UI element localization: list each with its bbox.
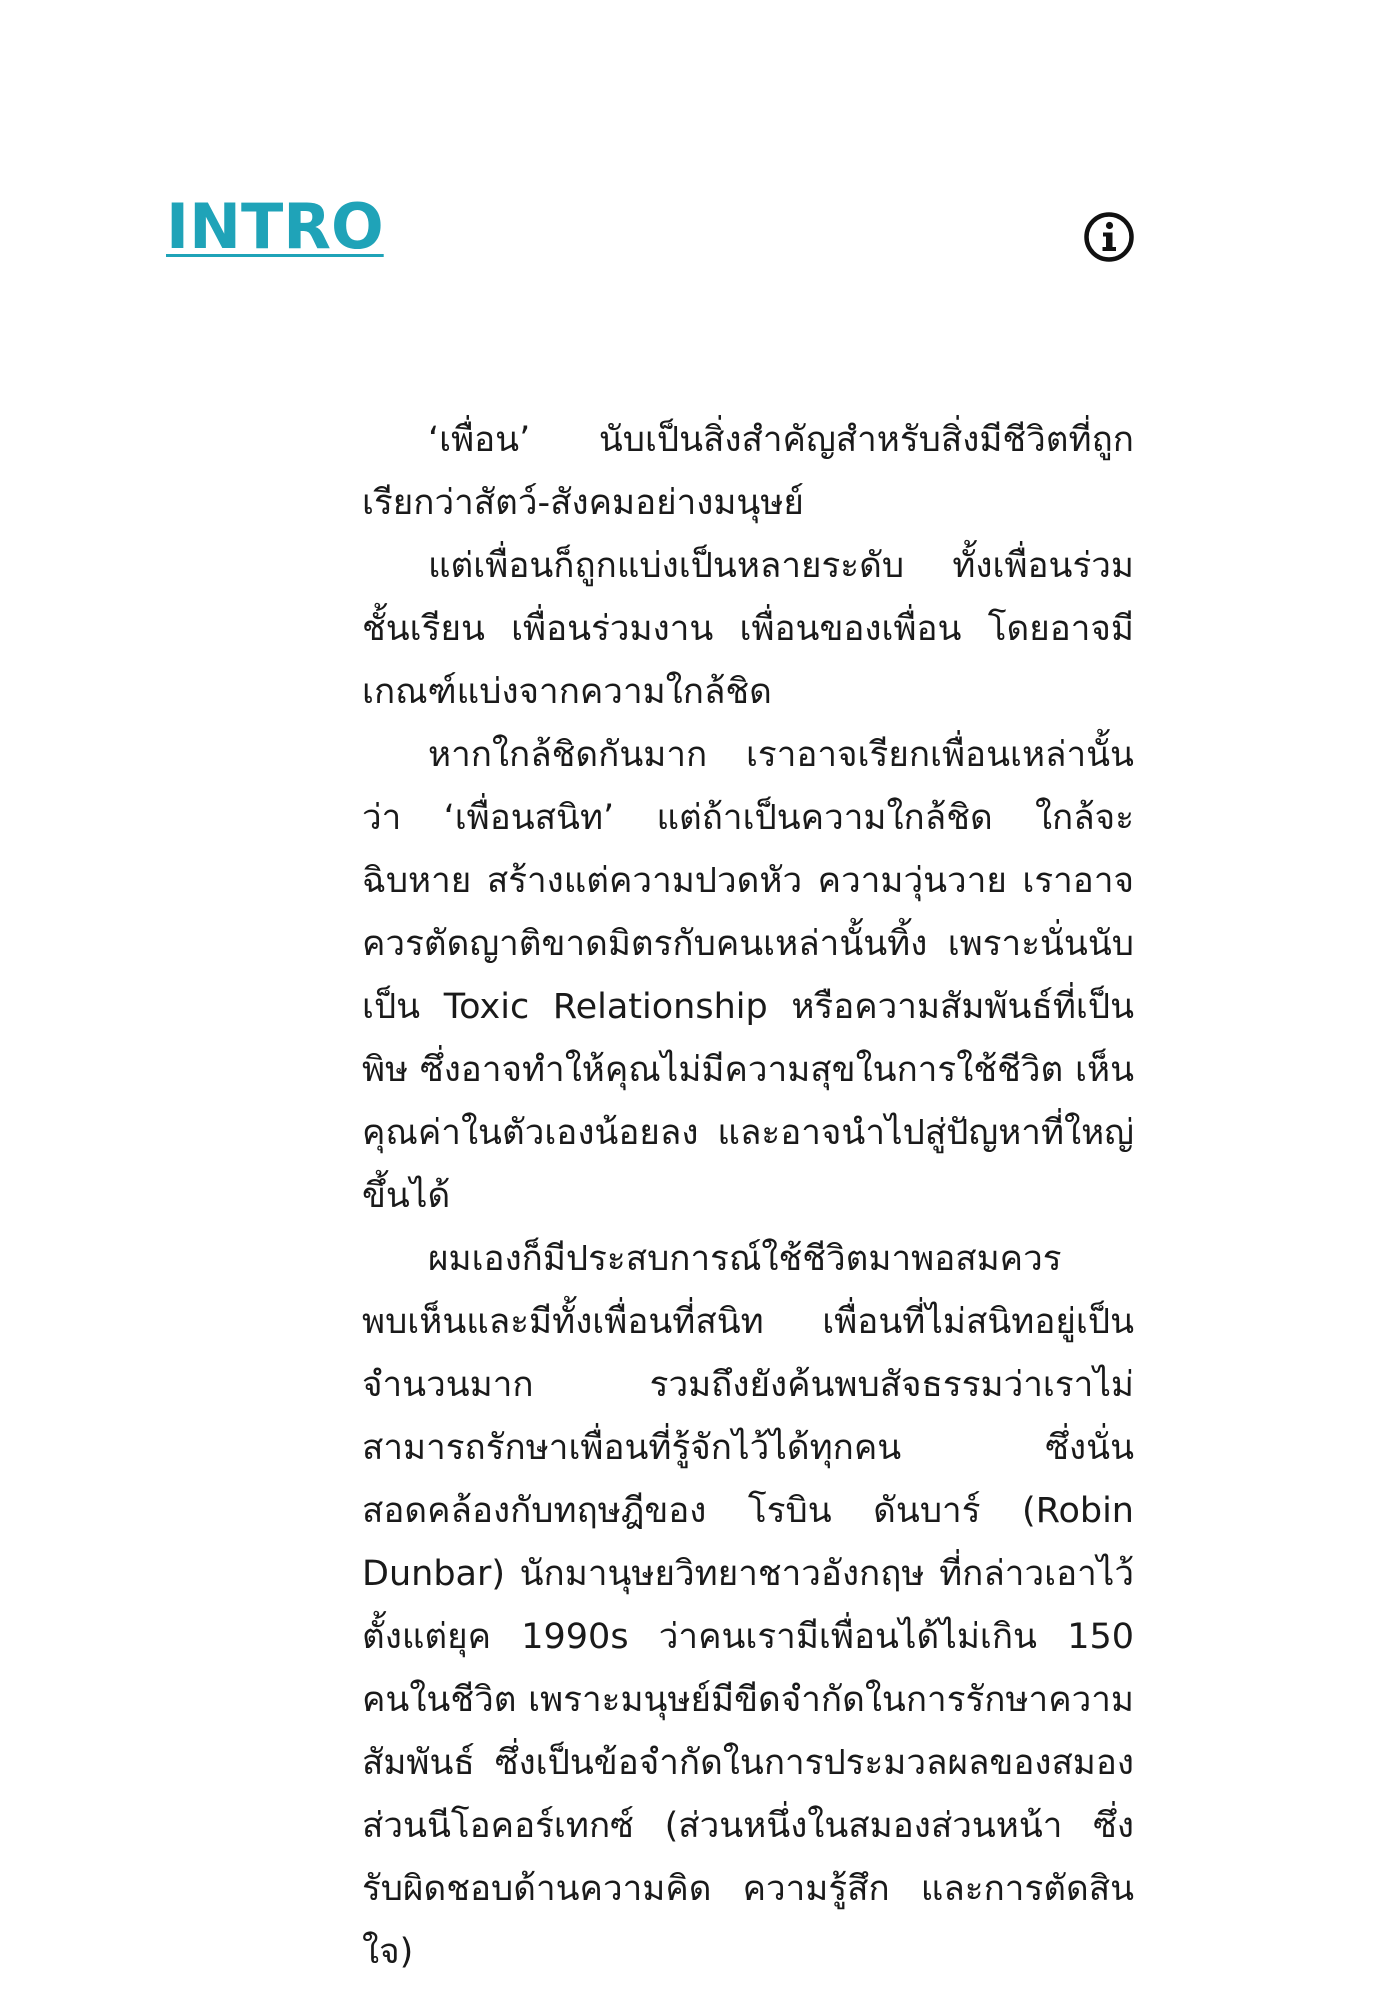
- body-text: [362, 409, 1134, 1984]
- paragraph: ‘เพื่อน’ นับเป็นสิ่งสำคัญสำหรับสิ่งมีชีวิตที่ถูกเรียกว่าสัตว์-สังคมอย่างมนุษย์: [362, 420, 1134, 523]
- info-circle-icon: [1083, 211, 1135, 263]
- paragraph: หากใกล้ชิดกันมาก เราอาจเรียกเพื่อนเหล่านั้นว่า ‘เพื่อนสนิท’ แต่ถ้าเป็นความใกล้ชิด ใกล้จะฉิบหาย สร้างแต่ความปวดหัว ความวุ่นวาย เราอาจควรตัดญาติขาดมิตรกับคนเหล่านั้นทิ้ง เพราะนั่นนับเป็น Toxic Relationship หรือความสัมพันธ์ที่เป็นพิษ ซึ่งอาจทำให้คุณไม่มีความสุขในการใช้ชีวิต เห็นคุณค่าในตัวเองน้อยลง และอาจนำไปสู่ปัญหาที่ใหญ่ขึ้นได้: [362, 735, 1134, 1216]
- section-title: INTRO: [166, 190, 384, 263]
- paragraph: ผมเองก็มีประสบการณ์ใช้ชีวิตมาพอสมควร พบเห็นและมีทั้งเพื่อนที่สนิท เพื่อนที่ไม่สนิทอยู่เป็นจำนวนมาก รวมถึงยังค้นพบสัจธรรมว่าเราไม่สามารถรักษาเพื่อนที่รู้จักไว้ได้ทุกคน ซึ่งนั่นสอดคล้องกับทฤษฎีของ โรบิน ดันบาร์ (Robin Dunbar) นักมานุษยวิทยาชาวอังกฤษ ที่กล่าวเอาไว้ตั้งแต่ยุค 1990s ว่าคนเรามีเพื่อนได้ไม่เกิน 150 คนในชีวิต เพราะมนุษย์มีขีดจำกัดในการรักษาความสัมพันธ์ ซึ่งเป็นข้อจำกัดในการประมวลผลของสมองส่วนนีโอคอร์เทกซ์ (ส่วนหนึ่งในสมองส่วนหน้า ซึ่งรับผิดชอบด้านความคิด ความรู้สึก และการตัดสินใจ): [362, 1239, 1134, 1972]
- paragraph: แต่เพื่อนก็ถูกแบ่งเป็นหลายระดับ ทั้งเพื่อนร่วมชั้นเรียน เพื่อนร่วมงาน เพื่อนของเพื่อน โดยอาจมีเกณฑ์แบ่งจากความใกล้ชิด: [362, 546, 1134, 712]
